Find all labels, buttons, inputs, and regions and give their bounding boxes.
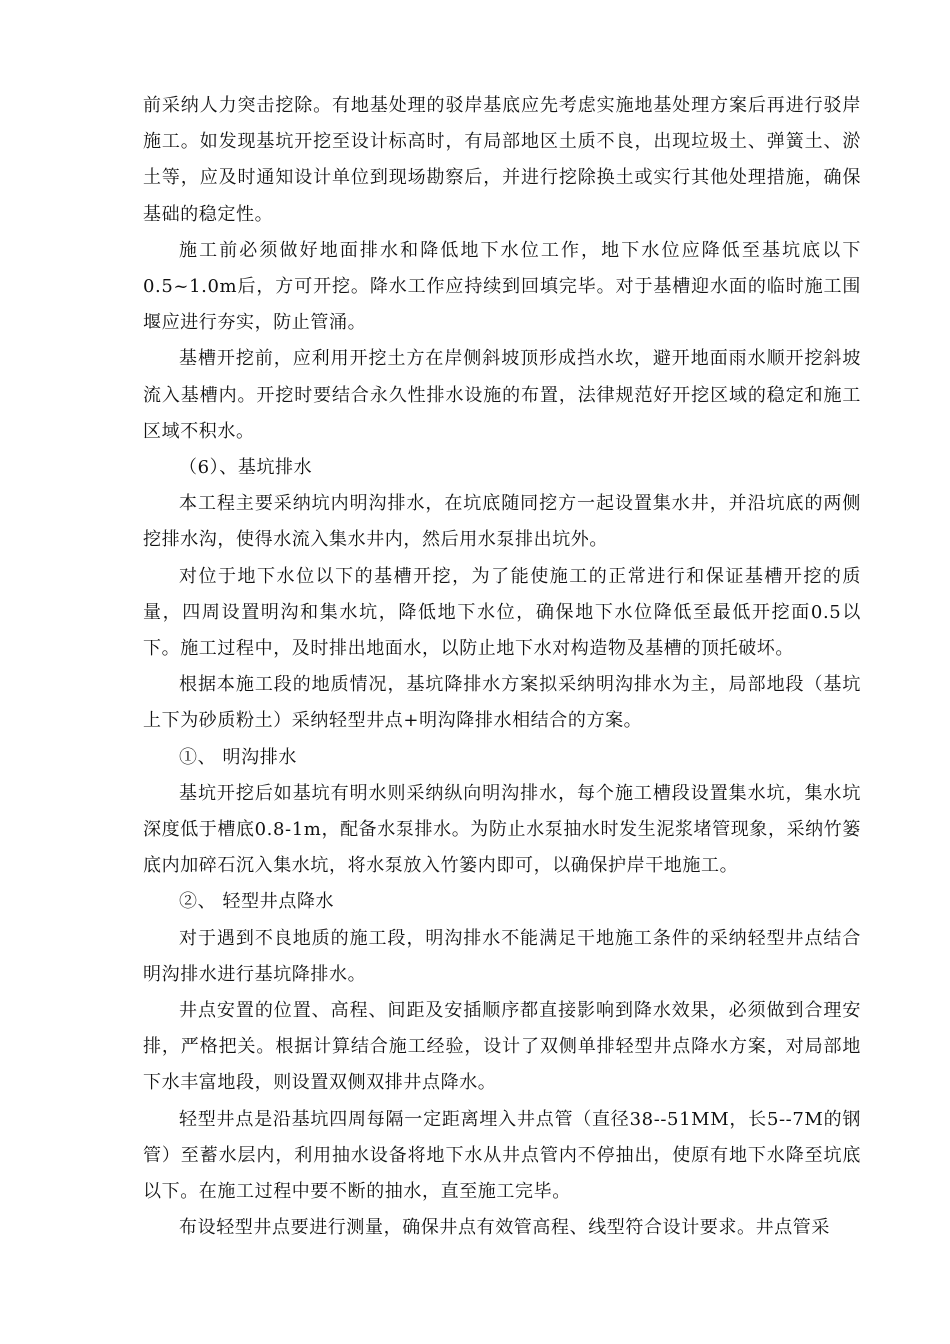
paragraph: 轻型井点是沿基坑四周每隔一定距离埋入井点管（直径38--51MM，长5--7M的钢管）至蓄水层内，利用抽水设备将地下水从井点管内不停抽出，使原有地下水降至坑底以下。在施工过程中要不断的抽水，直至施工完毕。 bbox=[143, 1108, 861, 1203]
paragraph: 井点安置的位置、高程、间距及安插顺序都直接影响到降水效果，必须做到合理安排，严格把关。根据计算结合施工经验，设计了双侧单排轻型井点降水方案，对局部地下水丰富地段，则设置双侧双排井点降水。 bbox=[143, 1000, 861, 1094]
document-body bbox=[143, 88, 861, 1247]
subsection-heading: ②、 轻型井点降水 bbox=[179, 891, 335, 913]
paragraph: 布设轻型井点要进行测量，确保井点有效管高程、线型符合设计要求。井点管采 bbox=[179, 1217, 830, 1239]
paragraph: 对位于地下水位以下的基槽开挖，为了能使施工的正常进行和保证基槽开挖的质量，四周设置明沟和集水坑，降低地下水位，确保地下水位降低至最低开挖面0.5以下。施工过程中，及时排出地面水，以防止地下水对构造物及基槽的顶托破坏。 bbox=[143, 565, 861, 660]
paragraph: 基槽开挖前，应利用开挖土方在岸侧斜坡顶形成挡水坎，避开地面雨水顺开挖斜坡流入基槽内。开挖时要结合永久性排水设施的布置，法律规范好开挖区域的稳定和施工区域不积水。 bbox=[143, 348, 861, 442]
paragraph: 对于遇到不良地质的施工段，明沟排水不能满足干地施工条件的采纳轻型井点结合明沟排水进行基坑降排水。 bbox=[143, 927, 861, 985]
paragraph: 本工程主要采纳坑内明沟排水，在坑底随同挖方一起设置集水井，并沿坑底的两侧挖排水沟，使得水流入集水井内，然后用水泵排出坑外。 bbox=[143, 493, 861, 551]
paragraph: 施工前必须做好地面排水和降低地下水位工作，地下水位应降低至基坑底以下0.5~1.0m后，方可开挖。降水工作应持续到回填完毕。对于基槽迎水面的临时施工围堰应进行夯实，防止管涌。 bbox=[143, 239, 861, 334]
paragraph: 根据本施工段的地质情况，基坑降排水方案拟采纳明沟排水为主，局部地段（基坑上下为砂质粉土）采纳轻型井点+明沟降排水相结合的方案。 bbox=[143, 674, 861, 732]
subsection-heading: ①、 明沟排水 bbox=[179, 746, 297, 768]
section-heading: （6）、基坑排水 bbox=[179, 457, 313, 479]
paragraph: 基坑开挖后如基坑有明水则采纳纵向明沟排水，每个施工槽段设置集水坑，集水坑深度低于槽底0.8-1m，配备水泵排水。为防止水泵抽水时发生泥浆堵管现象，采纳竹篓底内加碎石沉入集水坑，将水泵放入竹篓内即可，以确保护岸干地施工。 bbox=[143, 782, 861, 877]
paragraph: 前采纳人力突击挖除。有地基处理的驳岸基底应先考虑实施地基处理方案后再进行驳岸施工。如发现基坑开挖至设计标高时，有局部地区土质不良，出现垃圾土、弹簧土、淤土等，应及时通知设计单位到现场勘察后，并进行挖除换土或实行其他处理措施，确保基础的稳定性。 bbox=[143, 95, 861, 225]
